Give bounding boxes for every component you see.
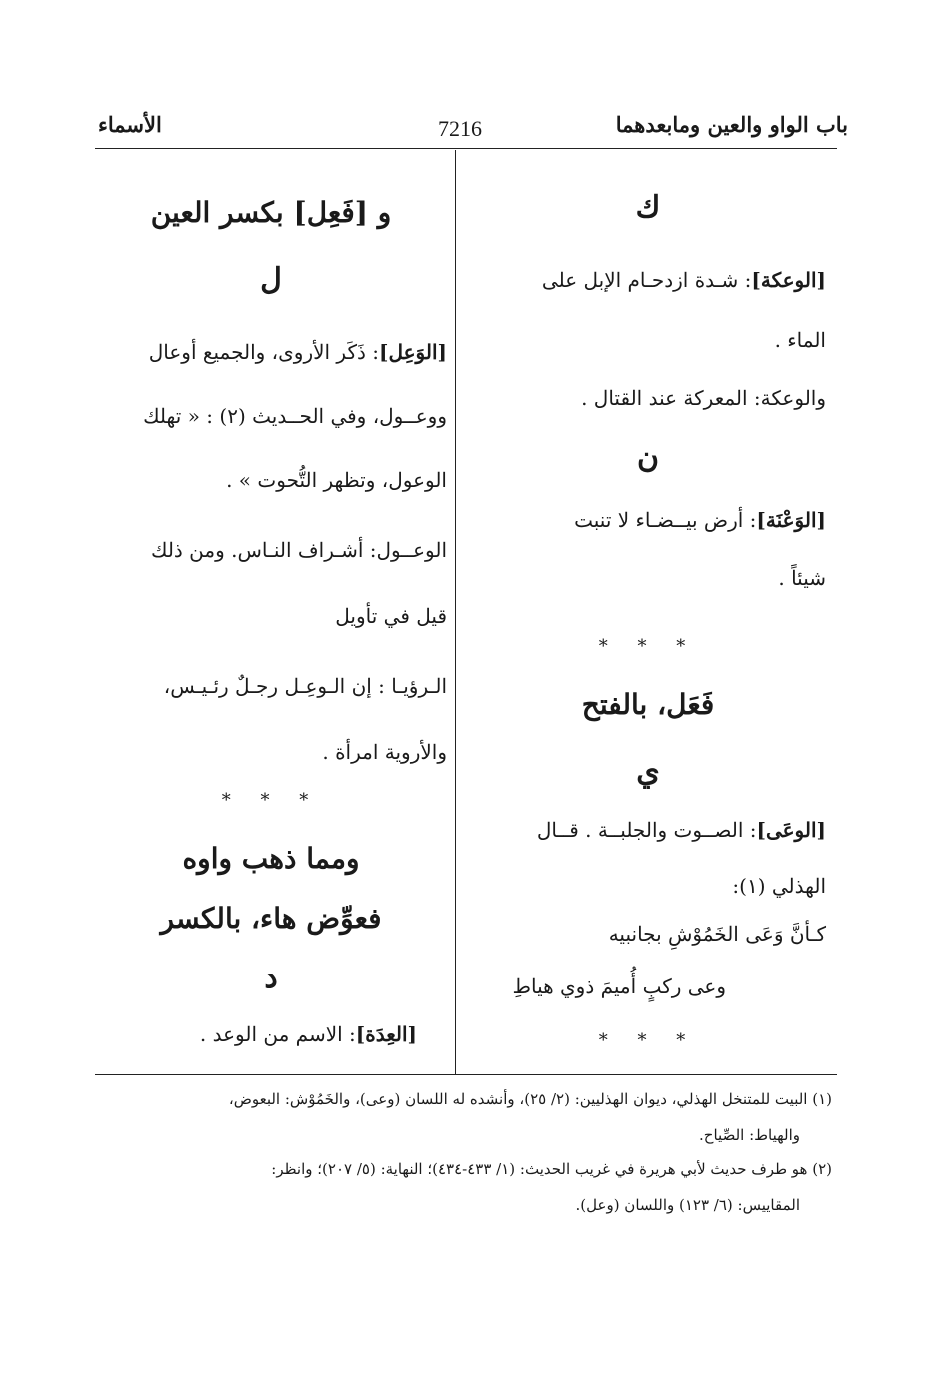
letter-heading-kaf: ك (635, 190, 661, 225)
entry-line (537, 818, 826, 842)
footnote-2-line-1: (٢) هو طرف حديث لأبي هريرة في غريب الحديث: (١/ ٤٣٣-٤٣٤)؛ النهاية: (٥/ ٢٠٧)؛ وانظر: (271, 1160, 832, 1178)
footnote-1-line-2: والهياط: الصِّياح. (699, 1126, 800, 1144)
entry-line: ووعــول، وفي الحــديث (٢) : « تهلك (143, 404, 447, 428)
running-header-right: باب الواو والعين ومابعدهما (615, 112, 848, 137)
entry-headword: [العِدَة] (355, 1022, 417, 1046)
entry-headword: [الوعكة] (751, 268, 826, 292)
footnote-rule (95, 1074, 837, 1075)
page-number: 7216 (438, 116, 482, 141)
section-heading: فعوِّض هاء، بالكسر (160, 902, 382, 935)
entry-text: : ذَكَر الأروى، والجميع أوعال (148, 340, 379, 364)
verse-line: وعى ركبٍ أُميمَ ذوي هياطِ (512, 974, 726, 998)
section-separator: * * * (598, 1030, 698, 1051)
entry-line: الماء . (774, 328, 826, 352)
letter-heading-ya: ي (636, 754, 660, 789)
entry-line: قيل في تأويل (335, 604, 447, 628)
letter-heading-dal: د (264, 960, 278, 995)
verse-line: كـأنَّ وَعَى الخَمُوْشِ بجانبيه (608, 922, 826, 946)
running-header-left: الأسماء (98, 112, 162, 137)
entry-line (542, 268, 826, 292)
entry-text: : شـدة ازدحـام الإبل على (541, 268, 752, 292)
section-heading: و [فَعِل] بكسر العين (150, 196, 392, 229)
entry-headword: [الوَعِل] (379, 340, 447, 364)
entry-text: : أرض بيــضـاء لا تنبت (574, 508, 757, 532)
section-heading: فَعَل، بالفتح (581, 688, 715, 721)
entry-line: الوعول، وتظهر التُّحوت » . (226, 468, 447, 492)
entry-text: : الصــوت والجلبــة . قــال (536, 818, 757, 842)
entry-line: والوعكة: المعركة عند القتال . (581, 386, 826, 410)
header-rule (95, 148, 837, 149)
entry-headword: [الوعَى] (756, 818, 826, 842)
entry-text: : الاسم من الوعد . (199, 1022, 356, 1046)
letter-heading-lam: ل (260, 262, 282, 297)
entry-line (574, 508, 826, 532)
entry-line: شيئاً . (778, 566, 826, 590)
entry-line (149, 340, 447, 364)
footnote-1-line-1: (١) البيت للمتنخل الهذلي، ديوان الهذليين: (٢/ ٢٥)، وأنشده له اللسان (وعى)، والخَمُوْش: البعوض، (228, 1090, 832, 1108)
letter-heading-nun: ن (636, 440, 660, 475)
section-separator: * * * (221, 790, 321, 811)
footnote-2-line-2: المقاييس: (٦/ ١٢٣) واللسان (وعل). (575, 1196, 800, 1214)
entry-line: الهذلي (١): (732, 874, 826, 898)
entry-line: والأروية امرأة . (322, 740, 447, 764)
section-heading: ومما ذهب واوه (182, 842, 360, 875)
entry-line: الوعــول: أشـراف النـاس. ومن ذلك (150, 538, 447, 562)
entry-headword: [الوَعْنَة] (756, 508, 826, 532)
entry-line (200, 1022, 417, 1046)
entry-line: الـرؤيـا : إن الـوعِـل رجـلٌ رئـيـس، (163, 674, 447, 698)
column-divider (455, 150, 456, 1075)
section-separator: * * * (598, 636, 698, 657)
